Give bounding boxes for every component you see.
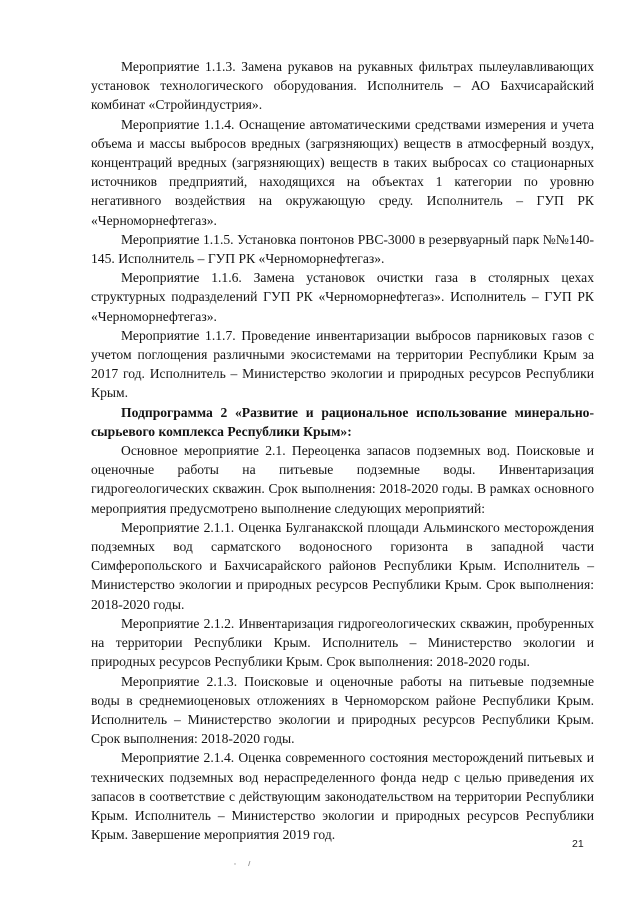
paragraph-measure-1-1-4: Мероприятие 1.1.4. Оснащение автоматическими средствами измерения и учета объема и массы выбросов вредных (загрязняющих) веществ в атмосферный воздух, концентраций вредных (загрязняющих) веществ в таких выбросах со стационарных источников предприятий, находящихся на объектах 1 категории по уровню негативного воздействия на окружающую среду. Исполнитель – ГУП РК «Черноморнефтегаз». bbox=[91, 116, 594, 228]
paragraph-measure-1-1-3: Мероприятие 1.1.3. Замена рукавов на рукавных фильтрах пылеулавливающих установок технологического оборудования. Исполнитель – АО Бахчисарайский комбинат «Стройиндустрия». bbox=[91, 59, 594, 113]
paragraph-measure-2-1-3: Мероприятие 2.1.3. Поисковые и оценочные работы на питьевые подземные воды в среднемиоценовых отложениях в Черноморском районе Республики Крым. Исполнитель – Министерство экологии и природных ресурсов Республики Крым. Срок выполнения: 2018-2020 годы. bbox=[91, 673, 594, 747]
paragraph-measure-1-1-5: Мероприятие 1.1.5. Установка понтонов РВС-3000 в резервуарный парк №№140-145. Исполнитель – ГУП РК «Черноморнефтегаз». bbox=[91, 231, 594, 267]
scan-speck-mark bbox=[233, 859, 255, 867]
paragraph-measure-1-1-6: Мероприятие 1.1.6. Замена установок очистки газа в столярных цехах структурных подразделений ГУП РК «Черноморнефтегаз». Исполнитель – ГУП РК «Черноморнефтегаз». bbox=[91, 270, 594, 324]
subprogram-2-heading: Подпрограмма 2 «Развитие и рациональное использование минерально-сырьевого комплекса Республики Крым»: bbox=[91, 404, 594, 439]
paragraph-main-measure-2-1: Основное мероприятие 2.1. Переоценка запасов подземных вод. Поисковые и оценочные работы на питьевые подземные воды. Инвентаризация гидрогеологических скважин. Срок выполнения: 2018-2020 годы. В рамках основного мероприятия предусмотрено выполнение следующих мероприятий: bbox=[91, 443, 594, 516]
paragraph-measure-1-1-7: Мероприятие 1.1.7. Проведение инвентаризации выбросов парниковых газов с учетом поглощения различными экосистемами на территории Республики Крым за 2017 год. Исполнитель – Министерство экологии и природных ресурсов Республики Крым. bbox=[91, 327, 594, 401]
paragraph-measure-2-1-4: Мероприятие 2.1.4. Оценка современного состояния месторождений питьевых и технических подземных вод нераспределенного фонда недр с целью приведения их запасов в соответствие с действующим законодательством на территории Республики Крым. Исполнитель – Министерство экологии и природных ресурсов Республики Крым. Завершение мероприятия 2019 год. bbox=[91, 750, 594, 843]
paragraph-measure-2-1-1: Мероприятие 2.1.1. Оценка Булганакской площади Альминского месторождения подземных вод сарматского водоносного горизонта в западной части Симферопольского и Бахчисарайского районов Республики Крым. Исполнитель – Министерство экологии и природных ресурсов Республики Крым. Срок выполнения: 2018-2020 годы. bbox=[91, 519, 594, 612]
paragraph-measure-2-1-2: Мероприятие 2.1.2. Инвентаризация гидрогеологических скважин, пробуренных на территории Республики Крым. Исполнитель – Министерство экологии и природных ресурсов Республики Крым. Срок выполнения: 2018-2020 годы. bbox=[91, 615, 594, 670]
document-body bbox=[91, 57, 594, 844]
page-number: 21 bbox=[572, 838, 584, 850]
